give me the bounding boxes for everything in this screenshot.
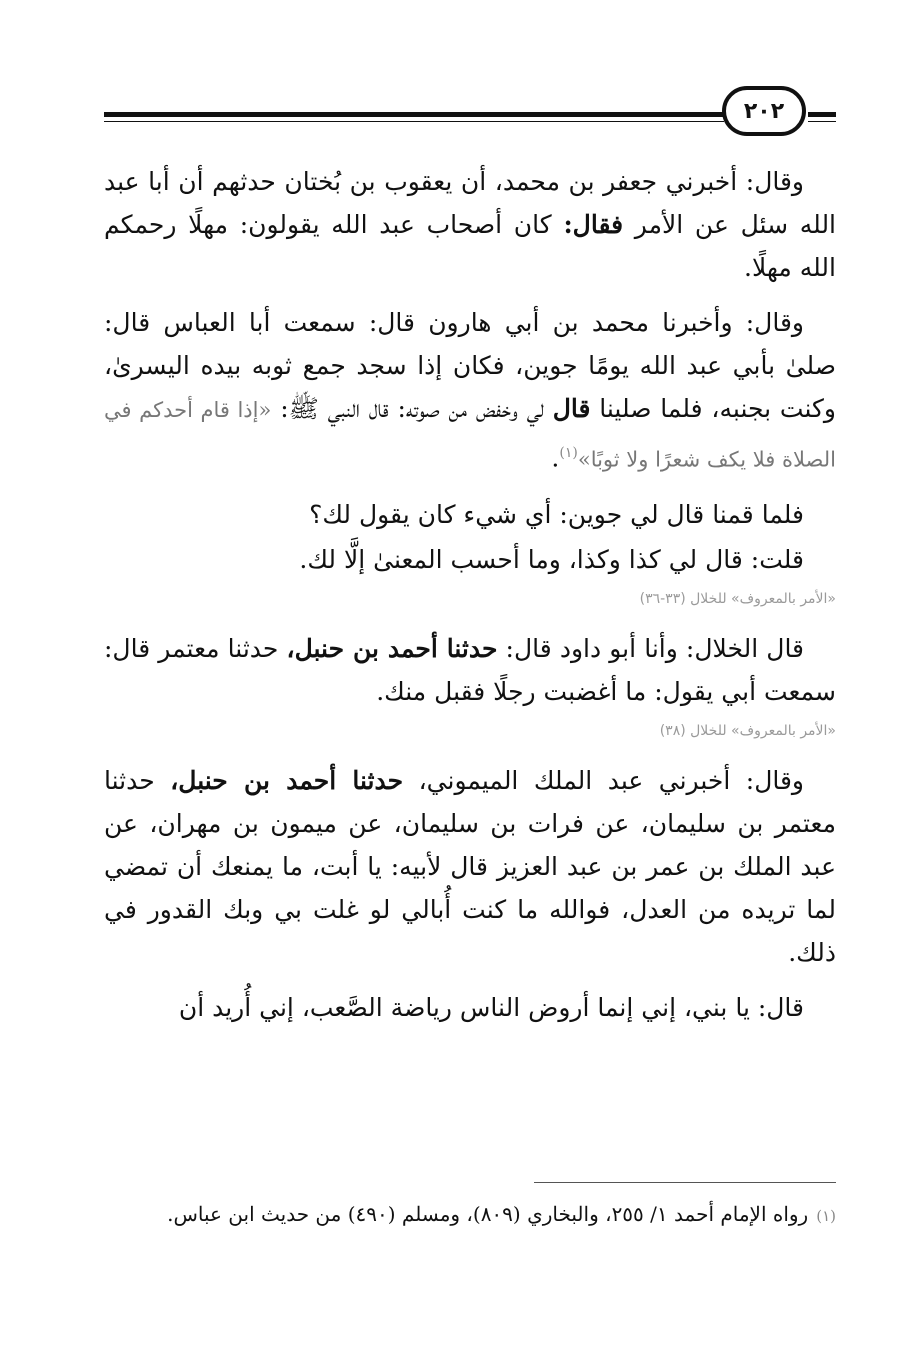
paragraph-2: [104, 301, 836, 481]
paragraph-3: فلما قمنا قال لي جوين: أي شيء كان يقول لك؟: [309, 500, 804, 530]
bold-text-run: فقال:: [563, 210, 624, 239]
paragraph-1: [104, 160, 836, 289]
page-number: ٢٠٢: [743, 98, 785, 124]
header-rule: [104, 112, 724, 117]
paragraph-5: [104, 627, 836, 713]
source-citation-1: «الأمر بالمعروف» للخلال (٣٣-٣٦): [639, 591, 836, 608]
header-rule-right-thin: [808, 121, 836, 122]
source-citation-2: «الأمر بالمعروف» للخلال (٣٨): [659, 723, 836, 740]
main-text: [104, 160, 836, 1041]
text-run: حدثنا معتمر قال: سمعت أبي يقول: ما أغضبت رجلًا فقبل منك.: [104, 634, 836, 707]
bold-text-run: حدثنا أحمد بن حنبل،: [170, 766, 404, 796]
hadith-quote: «إذا قام أحدكم في الصلاة فلا يكف شعرًا ولا ثوبًا»: [104, 398, 836, 472]
page-number-badge: [722, 86, 806, 136]
bold-text-run: حدثنا أحمد بن حنبل،: [286, 634, 498, 664]
text-run: وقال: وأخبرنا محمد بن أبي هارون قال: سمعت أبا العباس قال: صلىٰ بأبي عبد الله يومًا جوين، فكان إذا سجد جمع ثوبه بيده اليسرىٰ، وكنت بجنبه، فلما صلينا: [104, 308, 836, 423]
text-run: .: [551, 443, 560, 473]
text-run: حدثنا معتمر بن سليمان، عن فرات بن سليمان، عن ميمون بن مهران، عن عبد الملك بن عمر بن عبد العزيز قال لأبيه: يا أبت، ما يمنعك أن تمضي لما تريده من العدل، فوالله ما كنت أُبالي لو غلت بي وبك القدور في ذلك.: [104, 766, 836, 968]
footnote-1: [104, 1196, 836, 1234]
paragraph-6: [104, 759, 836, 974]
text-run: لي وخفض من صوته: قال النبي ﷺ:: [271, 394, 553, 423]
paragraph-4: قلت: قال لي كذا وكذا، وما أحسب المعنىٰ إلَّا لك.: [299, 545, 804, 575]
paragraph-7: قال: يا بني، إني إنما أروض الناس رياضة الصَّعب، إني أُريد أن: [178, 993, 804, 1023]
bold-text-run: قال: [552, 394, 591, 423]
text-run: قال الخلال: وأنا أبو داود قال:: [497, 634, 805, 664]
footnotes: [104, 1196, 836, 1234]
text-run: وقال: أخبرني عبد الملك الميموني،: [403, 766, 804, 796]
text-run: كان أصحاب عبد الله يقولون: مهلًا رحمكم الله مهلًا.: [104, 210, 836, 282]
footnote-number: (١): [816, 1207, 836, 1225]
footnote-text: رواه الإمام أحمد ١/ ٢٥٥، والبخاري (٨٠٩)، ومسلم (٤٩٠) من حديث ابن عباس.: [167, 1202, 809, 1226]
header-rule-thin: [104, 121, 724, 122]
header-rule-right: [808, 112, 836, 117]
footnote-separator: [534, 1182, 836, 1183]
text-run: وقال: أخبرني جعفر بن محمد، أن يعقوب بن بُختان حدثهم أن أبا عبد الله سئل عن الأمر: [104, 167, 837, 239]
footnote-reference: (١): [559, 445, 578, 461]
